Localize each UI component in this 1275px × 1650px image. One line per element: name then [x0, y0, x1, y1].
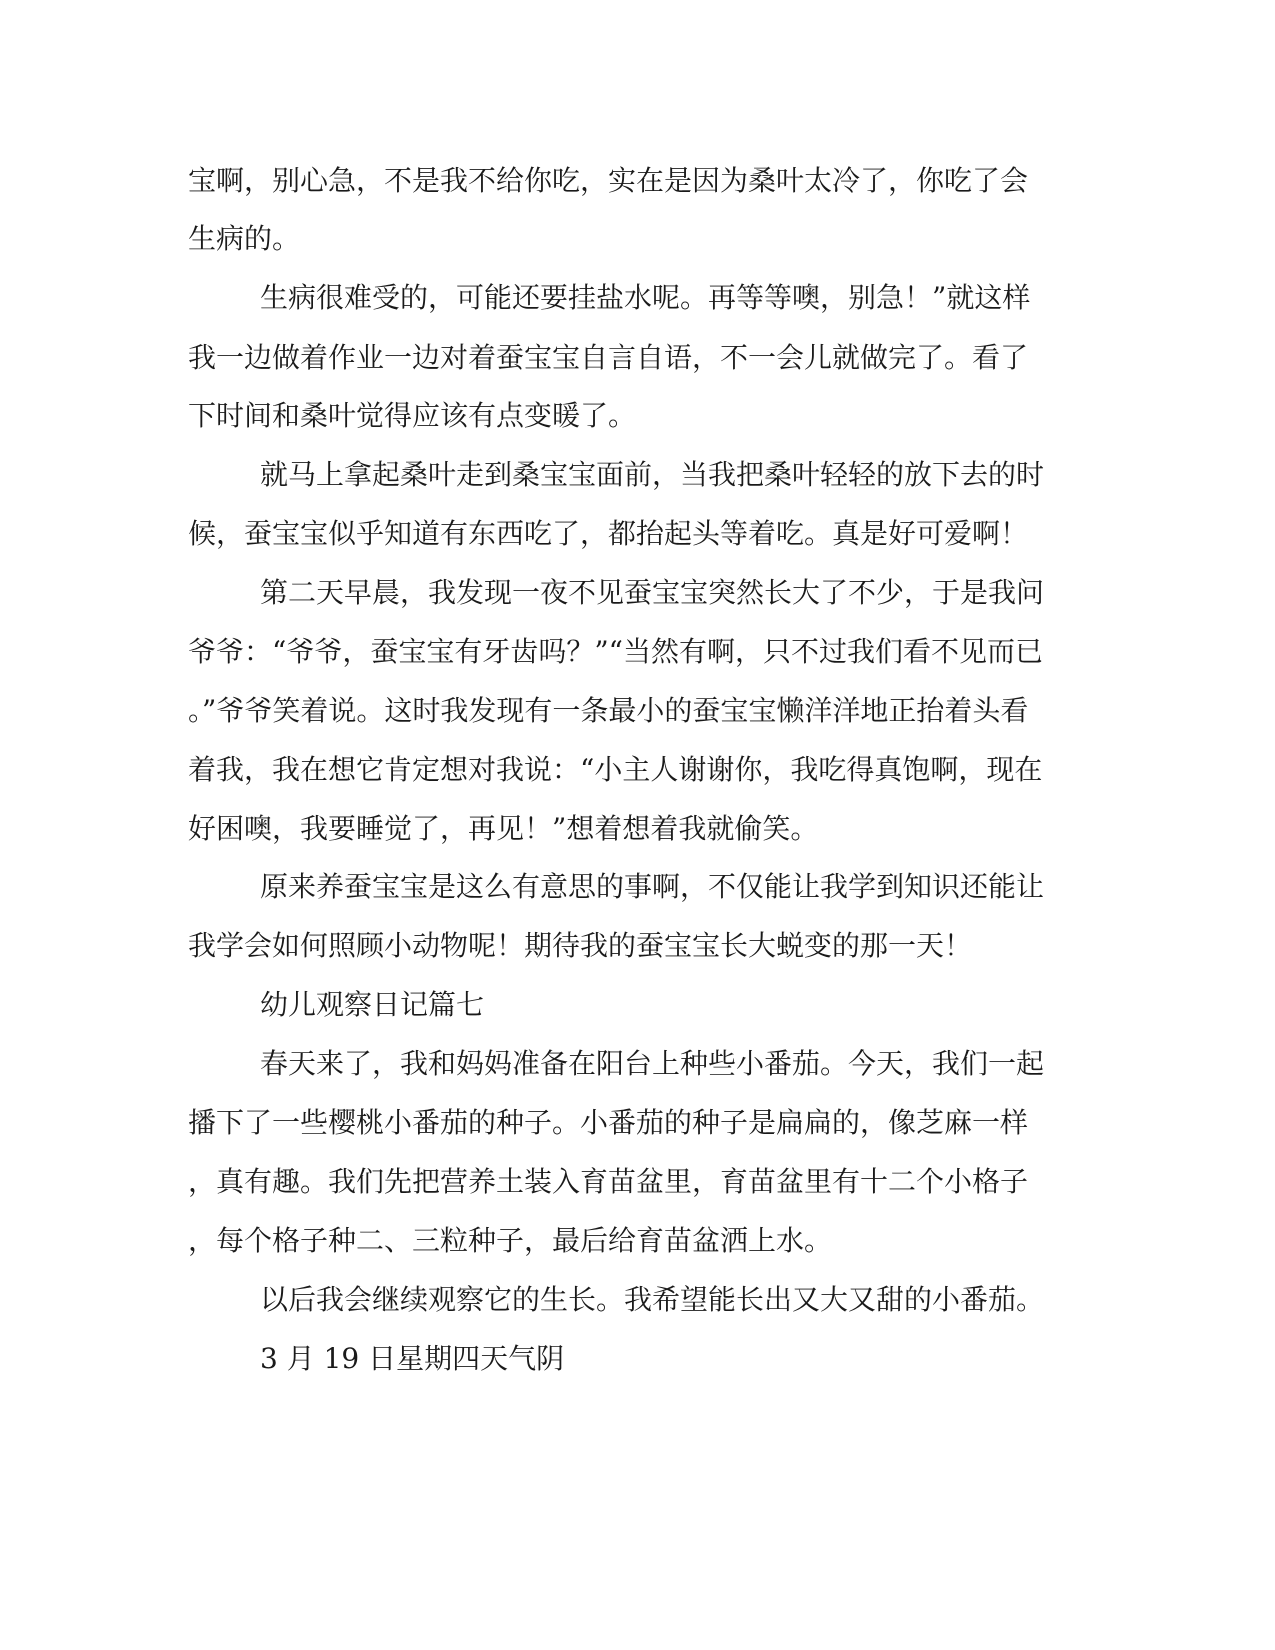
text-line: 着我，我在想它肯定想对我说：“小主人谢谢你，我吃得真饱啊，现在 [188, 753, 1043, 786]
text-line: 爷爷：“爷爷，蚕宝宝有牙齿吗？”“当然有啊，只不过我们看不见而已 [188, 635, 1043, 668]
text-line: 我一边做着作业一边对着蚕宝宝自言自语，不一会儿就做完了。看了 [188, 341, 1029, 374]
section-heading: 幼儿观察日记篇七 [260, 988, 485, 1021]
text-line: 春天来了，我和妈妈准备在阳台上种些小番茄。今天，我们一起 [260, 1047, 1045, 1080]
text-line: 下时间和桑叶觉得应该有点变暖了。 [188, 399, 637, 432]
text-line: 生病的。 [188, 222, 301, 255]
text-line: 。”爷爷笑着说。这时我发现有一条最小的蚕宝宝懒洋洋地正抬着头看 [188, 694, 1029, 727]
text-line: 生病很难受的，可能还要挂盐水呢。再等等噢，别急！”就这样 [260, 281, 1031, 314]
text-line: 原来养蚕宝宝是这么有意思的事啊，不仅能让我学到知识还能让 [260, 870, 1045, 903]
text-line: ，每个格子种二、三粒种子，最后给育苗盆洒上水。 [188, 1224, 833, 1257]
text-line: 好困噢，我要睡觉了，再见！”想着想着我就偷笑。 [188, 812, 819, 845]
text-line: 就马上拿起桑叶走到桑宝宝面前，当我把桑叶轻轻的放下去的时 [260, 458, 1045, 491]
text-line: 以后我会继续观察它的生长。我希望能长出又大又甜的小番茄。 [260, 1283, 1045, 1316]
text-line: ，真有趣。我们先把营养土装入育苗盆里，育苗盆里有十二个小格子 [188, 1165, 1029, 1198]
date-line: 3 月 19 日星期四天气阴 [260, 1342, 565, 1375]
text-line: 宝啊，别心急，不是我不给你吃，实在是因为桑叶太冷了，你吃了会 [188, 164, 1029, 197]
text-line: 候，蚕宝宝似乎知道有东西吃了，都抬起头等着吃。真是好可爱啊！ [188, 517, 1029, 550]
text-line: 我学会如何照顾小动物呢！期待我的蚕宝宝长大蜕变的那一天！ [188, 929, 973, 962]
text-line: 播下了一些樱桃小番茄的种子。小番茄的种子是扁扁的，像芝麻一样 [188, 1106, 1029, 1139]
text-line: 第二天早晨，我发现一夜不见蚕宝宝突然长大了不少，于是我问 [260, 576, 1045, 609]
